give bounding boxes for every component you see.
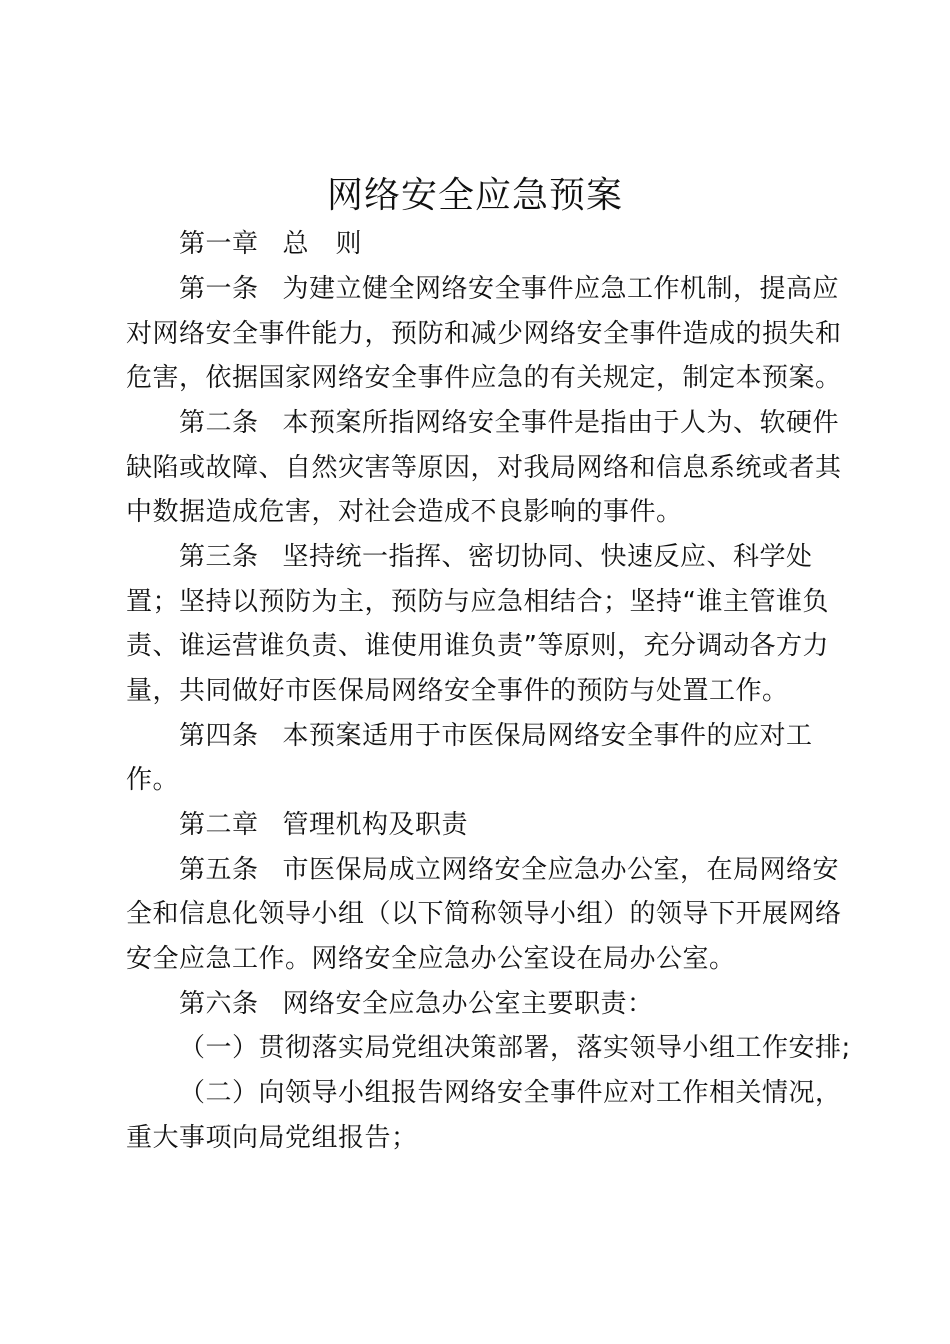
article-1-text-line: 对网络安全事件能力，预防和减少网络安全事件造成的损失和 [126,319,842,349]
article-1-first-line [179,271,839,307]
article-3-text-line: 量，共同做好市医保局网络安全事件的预防与处置工作。 [126,676,789,706]
article-4-label: 第四条 [179,721,259,751]
article-6-text-line: 网络安全应急办公室主要职责： [282,989,654,1019]
article-1-text-line: 危害，依据国家网络安全事件应急的有关规定，制定本预案。 [126,363,842,393]
article-3-first-line [179,539,813,575]
article-3-text-line: 置；坚持以预防为主，预防与应急相结合；坚持“谁主管谁负 [126,587,829,617]
article-2-label: 第二条 [179,408,259,438]
chapter-2-heading [179,807,468,843]
article-5-text-line: 安全应急工作。网络安全应急办公室设在局办公室。 [126,944,736,974]
article-3-text-line: 责、谁运营谁负责、谁使用谁负责”等原则，充分调动各方力 [126,631,829,661]
article-2-text-line: 中数据造成危害，对社会造成不良影响的事件。 [126,497,683,527]
article-2-text-line: 缺陷或故障、自然灾害等原因，对我局网络和信息系统或者其 [126,453,842,483]
article-5-label: 第五条 [179,855,259,885]
chapter-2-name: 管理机构及职责 [282,810,469,840]
duty-1-text-line: （一）贯彻落实局党组决策部署，落实领导小组工作安排; [179,1033,851,1063]
article-5-first-line [179,852,839,888]
article-1-text-line: 为建立健全网络安全事件应急工作机制，提高应 [282,274,840,304]
article-1-label: 第一条 [179,274,259,304]
article-5-text-line: 市医保局成立网络安全应急办公室，在局网络安 [282,855,840,885]
article-3-text-line: 坚持统一指挥、密切协同、快速反应、科学处 [282,542,813,572]
duty-2-text-line: （二）向领导小组报告网络安全事件应对工作相关情况， [179,1078,842,1108]
article-3-label: 第三条 [179,542,259,572]
article-4-first-line [179,718,813,754]
document-title: 网络安全应急预案 [326,175,623,216]
chapter-1-name: 总 则 [282,229,363,259]
duty-2-text-line: 重大事项向局党组报告； [126,1123,418,1153]
chapter-2-label: 第二章 [179,810,259,840]
article-4-text-line: 本预案适用于市医保局网络安全事件的应对工 [282,721,813,751]
article-6-label: 第六条 [179,989,259,1019]
article-2-text-line: 本预案所指网络安全事件是指由于人为、软硬件 [282,408,840,438]
article-2-first-line [179,405,839,441]
chapter-1-heading [179,226,362,262]
chapter-1-label: 第一章 [179,229,259,259]
article-4-text-line: 作。 [126,765,180,795]
article-5-text-line: 全和信息化领导小组（以下简称领导小组）的领导下开展网络 [126,899,842,929]
article-6-first-line [179,986,654,1022]
